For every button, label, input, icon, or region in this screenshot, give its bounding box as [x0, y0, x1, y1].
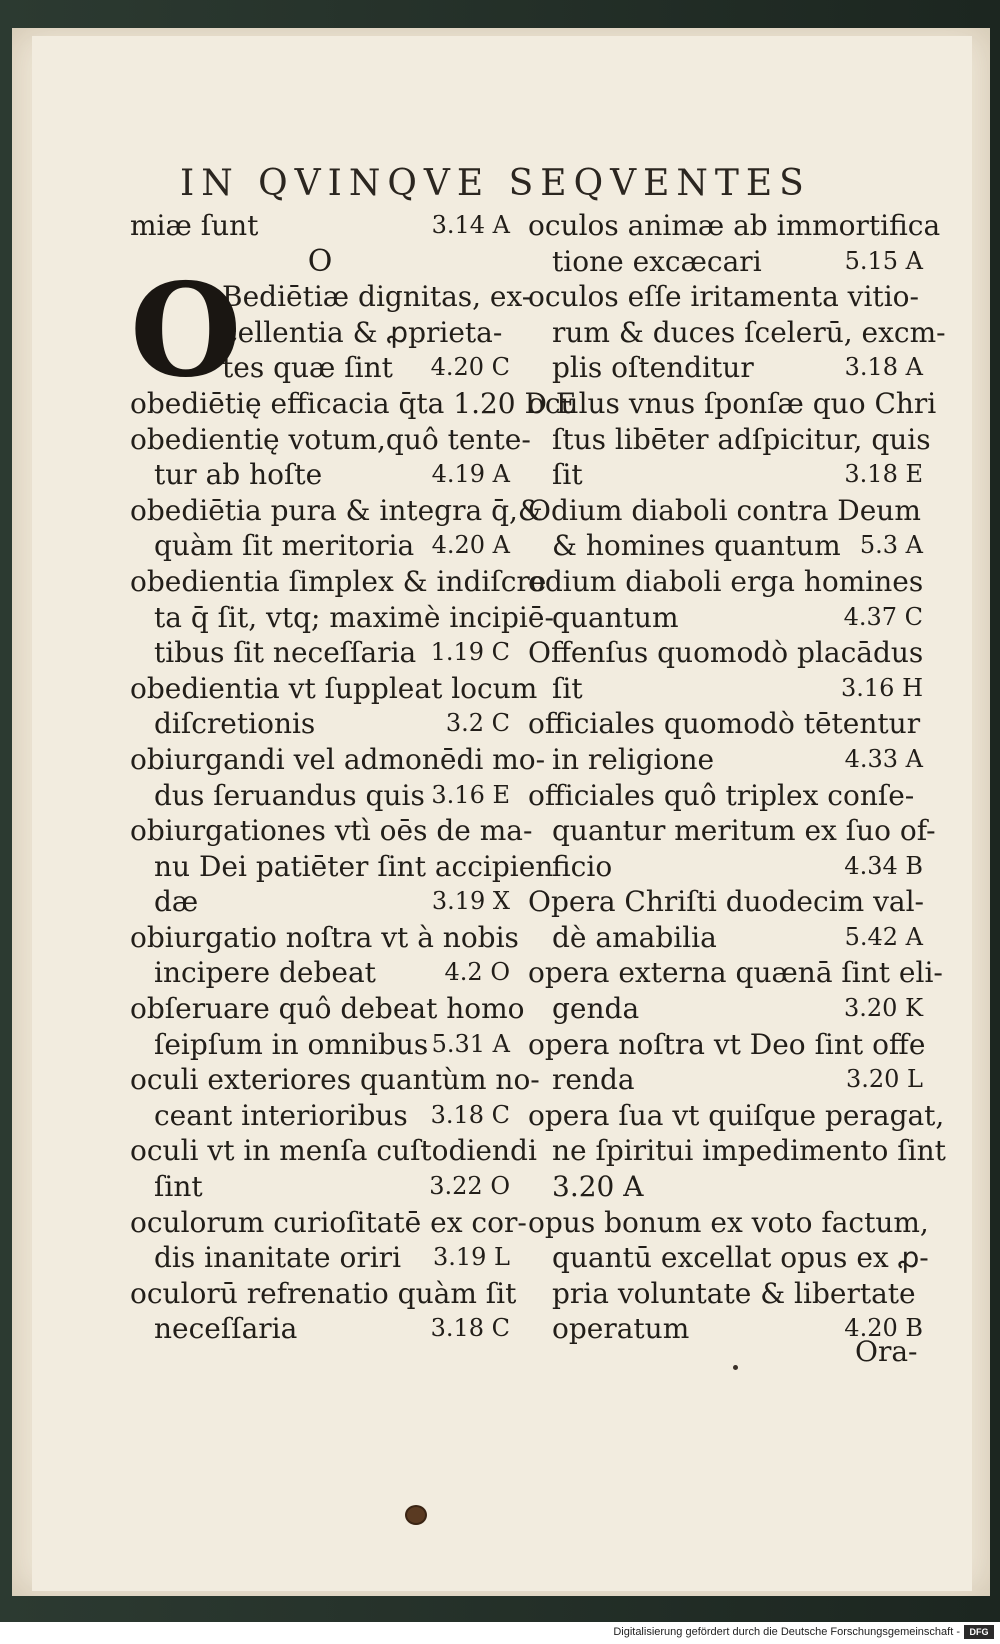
- paper-speck: [733, 1365, 738, 1370]
- entry-reference: 3.2 C: [445, 709, 510, 738]
- entry-reference: 4.20 B: [844, 1314, 923, 1343]
- entry-line: odium diaboli erga homines: [528, 564, 924, 598]
- entry-line: obedientia ſimplex & indiſcre: [130, 564, 547, 598]
- entry-line: ficio: [552, 849, 613, 883]
- entry-line: neceſſaria: [154, 1312, 298, 1346]
- index-entry: [528, 884, 923, 955]
- index-entry: [528, 635, 923, 706]
- entry-line: ſeipſum in omnibus: [154, 1027, 429, 1061]
- index-entry: [528, 1205, 929, 1347]
- entry-line: 3.20 A: [552, 1170, 644, 1204]
- entry-reference: 4.19 A: [431, 460, 510, 489]
- letter-heading: O: [307, 243, 333, 279]
- entry-line: oculorum curioſitatē ex cor-: [130, 1205, 527, 1239]
- entry-line: operatum: [552, 1312, 690, 1346]
- entry-line: dè amabilia: [552, 920, 717, 954]
- index-entry: [130, 1205, 527, 1276]
- entry-line: opera noſtra vt Deo ſint offe: [528, 1027, 926, 1061]
- catchword: Ora-: [855, 1335, 918, 1368]
- entry-line: obiurgatio noſtra vt à nobis: [130, 920, 519, 954]
- index-entry: [528, 1098, 946, 1205]
- index-entry: [130, 991, 525, 1062]
- entry-line: obſeruare quô debeat homo: [130, 992, 525, 1026]
- entry-line: quantur meritum ex ſuo of-: [552, 814, 936, 848]
- index-entry: [528, 778, 936, 885]
- running-head: IN QVINQVE SEQVENTES: [180, 163, 811, 204]
- entry-reference: 5.31 A: [431, 1029, 510, 1058]
- index-entry: [528, 706, 923, 777]
- index-entry: [130, 813, 554, 920]
- index-entry: [130, 1276, 517, 1347]
- entry-line: obedientię votum,quô tente-: [130, 422, 531, 456]
- entry-line: incipere debeat: [154, 956, 376, 990]
- entry-line: oculos eſſe iritamenta vitio-: [528, 280, 919, 314]
- entry-line: officiales quô triplex conſe-: [528, 778, 915, 812]
- entry-line: diſcretionis: [154, 707, 316, 741]
- entry-line: renda: [552, 1063, 635, 1097]
- entry-line: dis inanitate oriri: [154, 1241, 402, 1275]
- index-entry: [528, 279, 946, 386]
- entry-line: ne ſpiritui impedimento ſint: [552, 1134, 946, 1168]
- entry-reference: 5.15 A: [844, 246, 923, 275]
- entry-line: tibus ſit neceſſaria: [154, 636, 417, 670]
- entry-reference: 4.34 B: [844, 851, 923, 880]
- entry-line: Odium diaboli contra Deum: [528, 493, 921, 527]
- entry-line: miæ ſunt: [130, 209, 259, 242]
- entry-line: in religione: [552, 742, 715, 776]
- entry-line: ceant interioribus: [154, 1098, 408, 1132]
- index-entry: [130, 422, 531, 493]
- entry-line: genda: [552, 992, 640, 1026]
- entry-reference: 5.42 A: [844, 922, 923, 951]
- entry-line: opus bonum ex voto factum,: [528, 1205, 929, 1239]
- entry-reference: 3.19 X: [431, 887, 510, 916]
- entry-line: obediētię efficacia q̄ta 1.20 D E: [130, 386, 577, 420]
- left-index-column: [130, 208, 577, 1347]
- entry-reference: 4.33 A: [844, 744, 923, 773]
- index-entry: [528, 493, 923, 564]
- index-entry-top: [130, 208, 510, 244]
- entry-line: quantum: [552, 600, 679, 634]
- entry-line: dus ſeruandus quis: [154, 778, 425, 812]
- entry-line: oculi vt in menſa cuſtodiendi: [130, 1134, 537, 1168]
- entry-reference: 1.19 C: [430, 638, 510, 667]
- entry-reference: 3.20 L: [845, 1065, 923, 1094]
- index-entry: [130, 742, 546, 813]
- entry-reference: 4.2 O: [444, 958, 510, 987]
- entry-line: opera ſua vt quiſque peragat,: [528, 1098, 945, 1132]
- entry-line: obiurgationes vtì oēs de ma-: [130, 814, 533, 848]
- entry-line: dæ: [154, 885, 199, 919]
- entry-line: obediētia pura & integra q̄,&: [130, 493, 543, 527]
- entry-line: opera externa quænā ſint eli-: [528, 956, 943, 990]
- entry-line: Bediētiæ dignitas, ex-: [222, 280, 532, 314]
- entry-line: oculorū refrenatio quàm ſit: [130, 1276, 517, 1310]
- index-entry: [130, 920, 519, 991]
- entry-line: Offenſus quomodò placādus: [528, 636, 924, 670]
- entry-line: ſit: [552, 671, 583, 705]
- drop-cap-initial: O: [130, 256, 242, 407]
- entry-line: obiurgandi vel admonēdi mo-: [130, 742, 546, 776]
- index-entry: [130, 386, 577, 422]
- entry-line: ſit: [552, 458, 583, 492]
- index-entry: [130, 671, 538, 742]
- entry-line: & homines quantum: [552, 529, 841, 563]
- entry-line: ſint: [154, 1170, 203, 1204]
- entry-line: plis oſtenditur: [552, 351, 754, 385]
- right-index-column: [528, 208, 946, 1347]
- entry-line: tur ab hoſte: [154, 458, 323, 492]
- index-entry: [130, 564, 554, 671]
- entry-line: Opera Chriſti duodecim val-: [528, 885, 925, 919]
- index-entry: [528, 386, 937, 493]
- index-entry: [130, 1062, 540, 1133]
- ink-spot: [405, 1505, 427, 1525]
- entry-reference: 3.22 O: [429, 1172, 510, 1201]
- entry-reference: 3.16 H: [841, 673, 923, 702]
- entry-line: oculi exteriores quantùm no-: [130, 1063, 540, 1097]
- left-entries-list: [130, 386, 577, 1347]
- index-entry: [528, 955, 943, 1026]
- index-entry: [130, 493, 543, 564]
- index-entry: [528, 564, 923, 635]
- entry-reference: 3.18 C: [430, 1100, 510, 1129]
- entry-reference: 3.18 C: [430, 1314, 510, 1343]
- entry-reference: 3.18 E: [844, 460, 923, 489]
- entry-reference: 4.20 C: [430, 353, 510, 382]
- entry-line: ſtus libēter adſpicitur, quis: [552, 422, 931, 456]
- entry-reference: 4.37 C: [843, 602, 923, 631]
- index-entry: [130, 1133, 537, 1204]
- entry-line: quantū excellat opus ex ꝓ-: [552, 1241, 929, 1275]
- entry-line: cellentia & ꝓprieta-: [222, 315, 503, 349]
- entry-line: tes quæ ſint: [222, 351, 393, 385]
- entry-line: nu Dei patiēter ſint accipien: [154, 849, 554, 883]
- entry-reference: 3.19 L: [432, 1243, 510, 1272]
- entry-reference: 3.16 E: [431, 780, 510, 809]
- entry-line: tione excæcari: [552, 244, 762, 278]
- footer-credit: Digitalisierung gefördert durch die Deutsche Forschungsgemeinschaft -: [613, 1626, 960, 1638]
- right-entries-list: [528, 208, 946, 1347]
- entry-line: obedientia vt ſuppleat locum: [130, 671, 538, 705]
- entry-reference: 3.20 K: [844, 994, 923, 1023]
- entry-line: oculus vnus ſponſæ quo Chri: [528, 386, 937, 420]
- entry-line: oculos animæ ab immortifica: [528, 209, 941, 242]
- entry-line: ta q̄ ſit, vtq; maximè incipiē-: [154, 600, 554, 634]
- entry-line: quàm ſit meritoria: [154, 529, 415, 563]
- entry-line: officiales quomodò tētentur: [528, 707, 921, 741]
- index-entry: [528, 1027, 926, 1098]
- entry-reference: 3.18 A: [844, 353, 923, 382]
- entry-reference: 4.20 A: [431, 531, 510, 560]
- entry-reference: 5.3 A: [859, 531, 923, 560]
- entry-line: rum & duces ſcelerū, excm-: [552, 315, 946, 349]
- dfg-logo: DFG: [964, 1625, 994, 1639]
- index-entry: [528, 208, 941, 279]
- entry-reference: 3.14 A: [431, 211, 510, 239]
- entry-line: pria voluntate & libertate: [552, 1276, 916, 1310]
